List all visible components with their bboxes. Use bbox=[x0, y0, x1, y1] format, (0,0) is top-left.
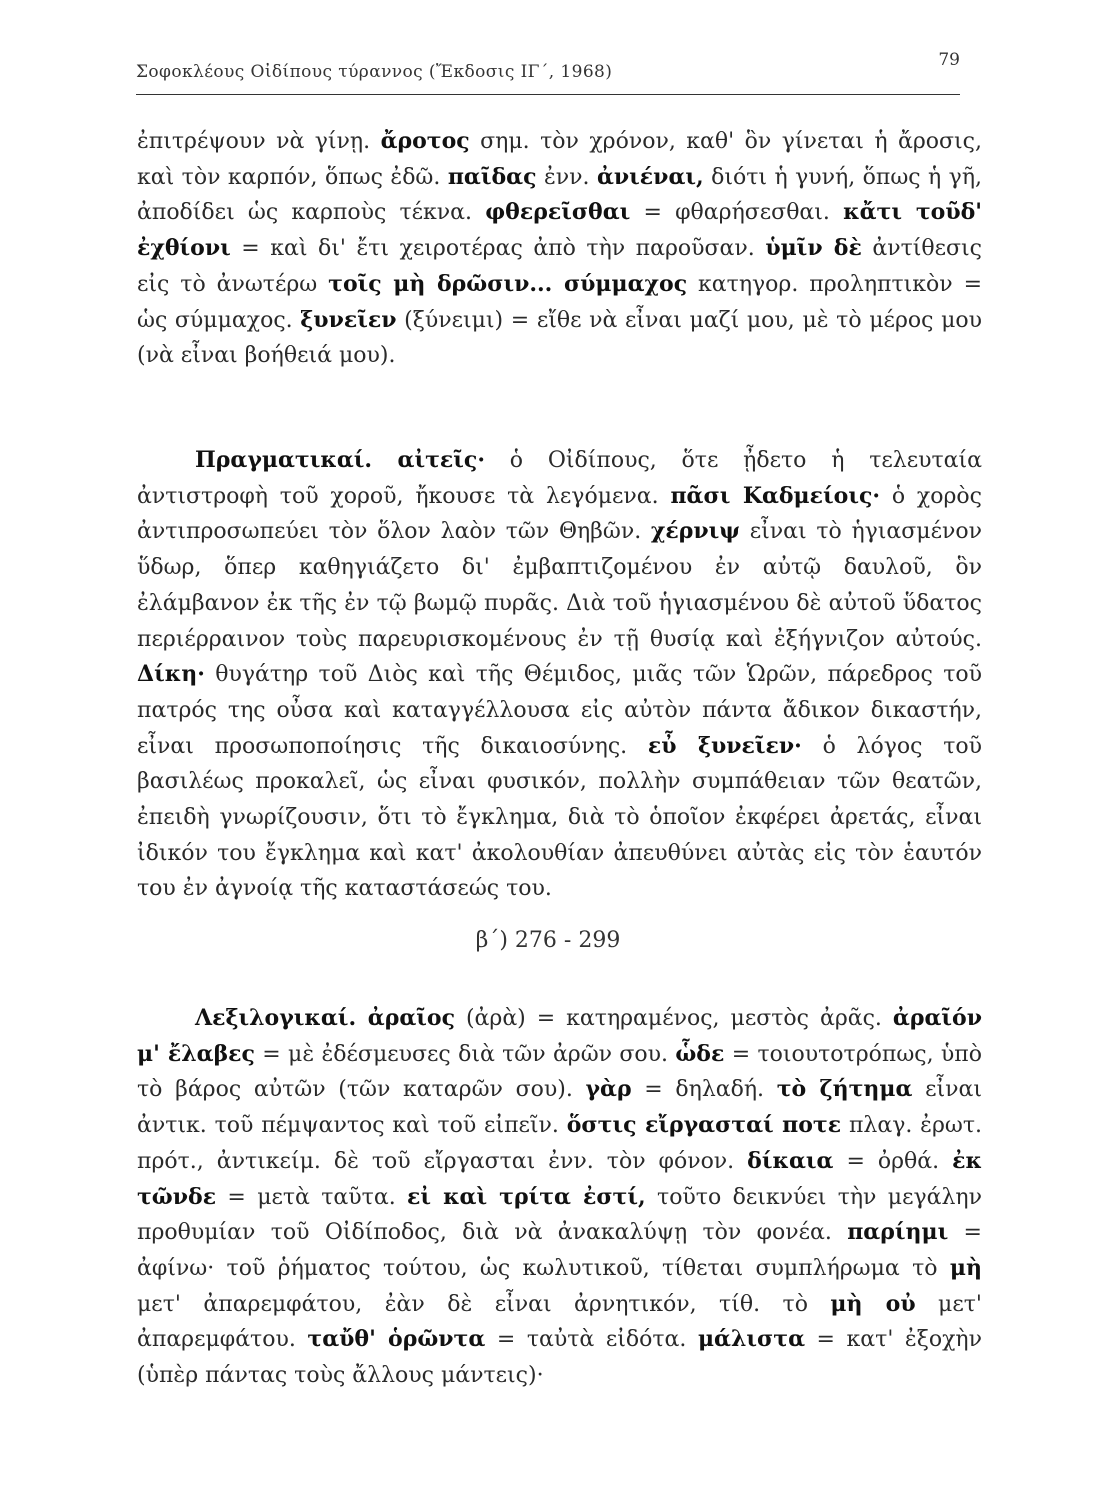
page-number: 79 bbox=[938, 50, 960, 70]
term: χέρνιψ bbox=[650, 518, 741, 545]
text-run: = κατ' ἐξοχὴν (ὑπὲρ πάντας τοὺς ἄλλους μάντεις)· bbox=[137, 1327, 982, 1389]
paragraph-1 bbox=[137, 124, 982, 374]
term: εἰ καὶ τρίτα ἐστί, bbox=[407, 1183, 646, 1210]
header-title: Σοφοκλέους Οἰδίπους τύραννος (Ἔκδοσις ΙΓ΄, 1968) bbox=[136, 62, 613, 82]
text-run: = φθαρήσεσθαι. bbox=[630, 200, 844, 226]
commentary-block-1 bbox=[137, 124, 982, 374]
term: κἄτι τοῦδ' ἐχθίονι bbox=[137, 199, 982, 262]
text-run: (ἀρὰ) = κατηραμένος, μεστὸς ἀρᾶς. bbox=[454, 1006, 893, 1031]
term: ἀραῖόν μ' ἔλαβες bbox=[137, 1005, 982, 1067]
text-run: = ὀρθά. bbox=[833, 1148, 953, 1174]
commentary-block-2 bbox=[137, 443, 982, 907]
term: ὑμῖν δὲ bbox=[765, 235, 862, 262]
term: μάλιστα bbox=[697, 1326, 805, 1353]
term: δίκαια bbox=[747, 1147, 834, 1174]
text-run: ὁ Οἰδίπους, ὅτε ᾖδετο ἡ τελευταία ἀντιστροφὴ τοῦ χοροῦ, ἤκουσε τὰ λεγόμενα. bbox=[137, 448, 982, 509]
text-run: (ξύνειμι) = εἴθε νὰ εἶναι μαζί μου, μὲ τὸ μέρος μου (νὰ εἶναι βοήθειά μου). bbox=[137, 307, 982, 369]
section-heading-term: Πραγματικαί. αἰτεῖς· bbox=[195, 447, 485, 473]
text-run: = ταὐτὰ εἰδότα. bbox=[485, 1327, 698, 1353]
text-run: = μὲ ἐδέσμευσες διὰ τῶν ἀρῶν σου. bbox=[254, 1041, 676, 1067]
text-run: ἐπιτρέψουν νὰ γίνῃ. bbox=[137, 129, 381, 154]
term: μὴ οὐ bbox=[830, 1290, 916, 1317]
term: φθερεῖσθαι bbox=[485, 199, 631, 226]
term: ταὔθ' ὁρῶντα bbox=[307, 1326, 486, 1353]
text-run: τοῦτο δεικνύει τὴν μεγάλην προθυμίαν τοῦ Οἰδίποδος, διὰ νὰ ἀνακαλύψῃ τὸν φονέα. bbox=[137, 1184, 982, 1246]
paragraph-pragmatikai bbox=[137, 443, 982, 907]
text-run: πλαγ. ἐρωτ. πρότ., ἀντικείμ. δὲ τοῦ εἴργασται ἐνν. τὸν φόνον. bbox=[137, 1113, 983, 1174]
term: παρίημι bbox=[847, 1219, 949, 1246]
term: παῖδας bbox=[447, 163, 537, 190]
term: εὖ ξυνεῖεν· bbox=[647, 732, 802, 759]
text-run: = καὶ δι' ἔτι χειροτέρας ἀπὸ τὴν παροῦσαν. bbox=[230, 236, 766, 262]
text-run: = ἀφίνω· τοῦ ῥήματος τούτου, ὡς κωλυτικοῦ, τίθεται συμπλήρωμα τὸ bbox=[137, 1220, 982, 1281]
text-run: εἶναι ἀντικ. τοῦ πέμψαντος καὶ τοῦ εἰπεῖν. bbox=[137, 1077, 983, 1139]
term: τὸ ζήτημα bbox=[776, 1076, 913, 1103]
term: τοῖς μὴ δρῶσιν... σύμμαχος bbox=[328, 270, 688, 297]
text-run: ἀντίθεσις εἰς τὸ ἀνωτέρω bbox=[137, 236, 983, 297]
text-run: μετ' ἀπαρεμφάτου. bbox=[137, 1291, 982, 1353]
text-run: = μετὰ ταῦτα. bbox=[216, 1184, 408, 1210]
text-run: ὁ χορὸς ἀντιπροσωπεύει τὸν ὅλον λαὸν τῶν Θηβῶν. bbox=[137, 483, 983, 545]
text-run: σημ. τὸν χρόνον, καθ' ὃν γίνεται ἡ ἄροσις, καὶ τὸν καρπόν, ὅπως ἐδῶ. bbox=[137, 129, 982, 190]
text-run: ἐνν. bbox=[536, 164, 597, 190]
term: ὅστις εἴργασταί ποτε bbox=[566, 1112, 842, 1139]
paragraph-lexilogikai bbox=[137, 1001, 982, 1394]
term: ἀνιέναι, bbox=[596, 163, 704, 190]
text-run: μετ' ἀπαρεμφάτου, ἐὰν δὲ εἶναι ἀρνητικόν, τίθ. τὸ bbox=[137, 1291, 831, 1317]
term: ἄροτος bbox=[380, 128, 470, 154]
term: ὧδε bbox=[675, 1040, 725, 1067]
text-run: = δηλαδή. bbox=[631, 1077, 777, 1103]
term: μὴ bbox=[949, 1254, 982, 1281]
term: Δίκη· bbox=[137, 661, 205, 688]
text-run: θυγάτηρ τοῦ Διὸς καὶ τῆς Θέμιδος, μιᾶς τῶν Ὡρῶν, πάρεδρος τοῦ πατρός της οὖσα καὶ καταγγέλλουσα εἰς αὐτὸν πάντα ἄδικον δικαστήν, εἶναι προσωποποίησις τῆς δικαιοσύνης. bbox=[137, 662, 982, 759]
term: πᾶσι Καδμείοις· bbox=[670, 482, 881, 509]
text-run: ὁ λόγος τοῦ βασιλέως προκαλεῖ, ὡς εἶναι φυσικόν, πολλὴν συμπάθειαν τῶν θεατῶν, ἐπειδὴ γνωρίζουσιν, ὅτι τὸ ἔγκλημα, διὰ τὸ ὁποῖον ἐκφέρει ἀρετάς, εἶναι ἰδικόν του ἔγκλημα καὶ κατ' ἀκολουθίαν ἀπευθύνει αὐτὰς εἰς τὸν ἑαυτόν του ἐν ἀγνοίᾳ τῆς καταστάσεώς του. bbox=[137, 733, 982, 902]
term: ξυνεῖεν bbox=[300, 306, 397, 333]
text-run: κατηγορ. προληπτικὸν = ὡς σύμμαχος. bbox=[137, 271, 982, 333]
commentary-block-3 bbox=[137, 1001, 982, 1394]
term: γὰρ bbox=[585, 1076, 632, 1103]
running-header bbox=[136, 50, 960, 95]
term: ἐκ τῶνδε bbox=[137, 1147, 982, 1210]
subsection-heading: β΄) 276 - 299 bbox=[475, 928, 621, 953]
text-run: εἶναι τὸ ἡγιασμένον ὕδωρ, ὅπερ καθηγιάζετο δι' ἐμβαπτιζομένου ἐν αὐτῷ δαυλοῦ, ὃν ἐλάμβανον ἐκ τῆς ἐν τῷ βωμῷ πυρᾶς. Διὰ τοῦ ἡγιασμένου δὲ αὐτοῦ ὕδατος περιέρραινον τοὺς παρευρισκομένους ἐν τῇ θυσίᾳ καὶ ἐξήγνιζον αὐτούς. bbox=[137, 519, 982, 652]
section-heading-term: Λεξιλογικαί. ἀραῖος bbox=[195, 1005, 455, 1031]
text-run: = τοιουτοτρόπως, ὑπὸ τὸ βάρος αὐτῶν (τῶν καταρῶν σου). bbox=[137, 1041, 983, 1103]
text-run: διότι ἡ γυνή, ὅπως ἡ γῆ, ἀποδίδει ὡς καρποὺς τέκνα. bbox=[137, 164, 982, 226]
